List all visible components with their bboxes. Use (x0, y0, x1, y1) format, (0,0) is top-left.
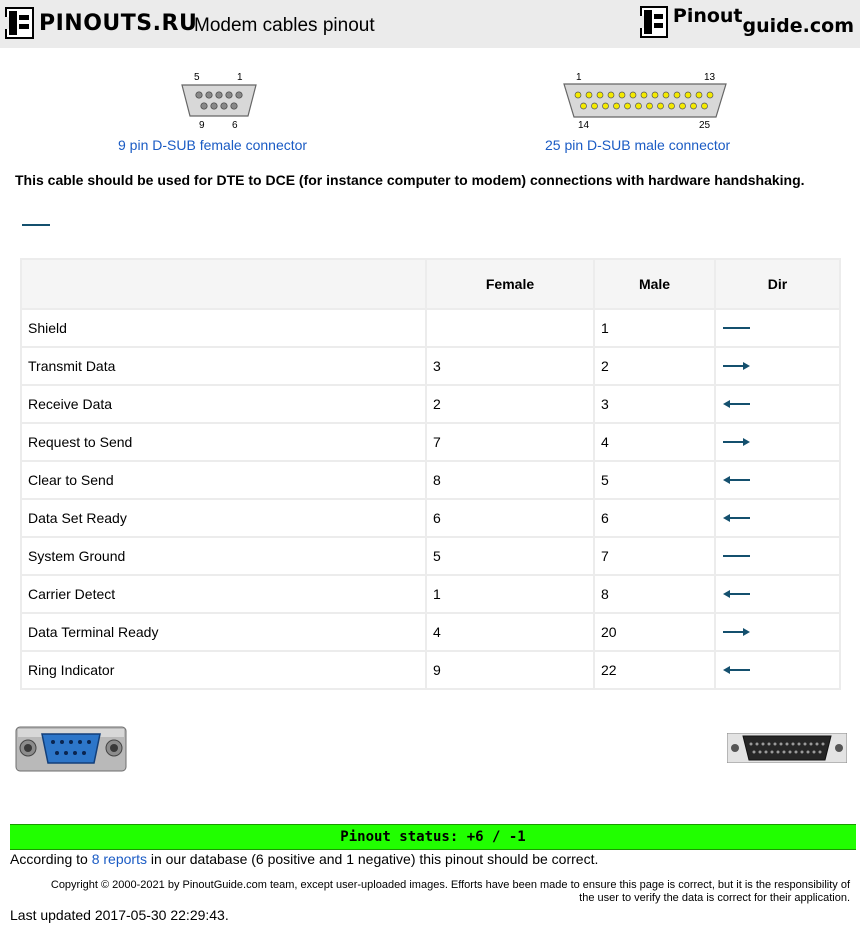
direction-cell (715, 651, 840, 689)
db25-male-photo[interactable] (727, 733, 847, 763)
pin-label: 1 (576, 72, 582, 83)
header-female: Female (426, 259, 594, 309)
female-pin-cell: 4 (426, 613, 594, 651)
male-pin-cell: 2 (594, 347, 715, 385)
female-pin-cell: 6 (426, 499, 594, 537)
pin-label: 1 (237, 72, 243, 83)
male-pin-cell: 8 (594, 575, 715, 613)
signal-name-cell: Ring Indicator (21, 651, 426, 689)
pinoutguide-logo[interactable] (640, 6, 854, 38)
direction-cell (715, 613, 840, 651)
direction-cell (715, 575, 840, 613)
page-title: Modem cables pinout (194, 15, 375, 36)
last-updated: Last updated 2017-05-30 22:29:43. (10, 907, 229, 923)
db25-male-diagram[interactable] (562, 68, 728, 132)
female-pin-cell: 7 (426, 423, 594, 461)
signal-name-cell: Shield (21, 309, 426, 347)
connector-logo-icon (640, 6, 668, 38)
arrow-right-icon (722, 437, 752, 447)
line-icon (722, 323, 752, 333)
pin-label: 14 (578, 120, 590, 131)
table-row (21, 537, 840, 575)
direction-cell (715, 537, 840, 575)
female-pin-cell: 1 (426, 575, 594, 613)
site-name: PINOUTS.RU (39, 10, 198, 36)
db9-female-photo[interactable] (15, 726, 127, 772)
arrow-left-icon (722, 399, 752, 409)
arrow-left-icon (722, 475, 752, 485)
reports-link[interactable]: 8 reports (91, 851, 147, 867)
signal-name-cell: Data Terminal Ready (21, 613, 426, 651)
pinout-status-bar: Pinout status: +6 / -1 (10, 824, 856, 850)
direction-cell (715, 461, 840, 499)
table-row (21, 461, 840, 499)
signal-line-legend (22, 224, 50, 226)
arrow-left-icon (722, 513, 752, 523)
status-text-pre: According to (10, 851, 92, 867)
male-pin-cell: 20 (594, 613, 715, 651)
db9-female-diagram[interactable] (180, 68, 258, 132)
arrow-right-icon (722, 361, 752, 371)
arrow-left-icon (722, 665, 752, 675)
table-row (21, 499, 840, 537)
header-dir: Dir (715, 259, 840, 309)
direction-cell (715, 423, 840, 461)
pin-label: 13 (704, 72, 716, 83)
direction-cell (715, 385, 840, 423)
male-pin-cell: 7 (594, 537, 715, 575)
signal-name-cell: Carrier Detect (21, 575, 426, 613)
pinout-table (20, 258, 841, 690)
arrow-left-icon (722, 589, 752, 599)
signal-name-cell: Clear to Send (21, 461, 426, 499)
db9-female-link[interactable]: 9 pin D-SUB female connector (118, 137, 308, 153)
male-pin-cell: 3 (594, 385, 715, 423)
female-pin-cell: 2 (426, 385, 594, 423)
pinouts-ru-logo[interactable] (5, 7, 197, 39)
table-row (21, 651, 840, 689)
table-row (21, 423, 840, 461)
male-pin-cell: 1 (594, 309, 715, 347)
signal-name-cell: Receive Data (21, 385, 426, 423)
connector-logo-icon (5, 7, 34, 39)
copyright-notice: Copyright © 2000-2021 by PinoutGuide.com team, except user-uploaded images. Efforts have been made to ensure this page is correct, but it is the responsibility of the user to verify the data is correct for their application. (50, 879, 850, 904)
site-header (0, 0, 860, 48)
status-text-post: in our database (6 positive and 1 negative) this pinout should be correct. (146, 851, 599, 867)
female-pin-cell (426, 309, 594, 347)
table-row (21, 309, 840, 347)
arrow-right-icon (722, 627, 752, 637)
male-pin-cell: 4 (594, 423, 715, 461)
pin-label: 6 (232, 120, 238, 131)
signal-name-cell: Request to Send (21, 423, 426, 461)
signal-name-cell: Data Set Ready (21, 499, 426, 537)
cable-description: This cable should be used for DTE to DCE (for instance computer to modem) connections with hardware handshaking. (15, 172, 805, 188)
male-pin-cell: 5 (594, 461, 715, 499)
male-pin-cell: 22 (594, 651, 715, 689)
table-row (21, 385, 840, 423)
db25-male-link[interactable]: 25 pin D-SUB male connector (545, 137, 731, 153)
pin-label: 25 (699, 120, 711, 131)
table-row (21, 347, 840, 385)
status-report-text (10, 851, 598, 867)
female-pin-cell: 3 (426, 347, 594, 385)
direction-cell (715, 499, 840, 537)
signal-name-cell: Transmit Data (21, 347, 426, 385)
female-pin-cell: 5 (426, 537, 594, 575)
male-pin-cell: 6 (594, 499, 715, 537)
female-pin-cell: 9 (426, 651, 594, 689)
logo-text-guide: guide.com (742, 15, 854, 37)
header-signal (21, 259, 426, 309)
table-row (21, 575, 840, 613)
female-pin-cell: 8 (426, 461, 594, 499)
signal-name-cell: System Ground (21, 537, 426, 575)
direction-cell (715, 309, 840, 347)
line-icon (722, 551, 752, 561)
pin-label: 9 (199, 120, 205, 131)
pin-label: 5 (194, 72, 200, 83)
header-male: Male (594, 259, 715, 309)
logo-text-pinout: Pinout (672, 5, 743, 27)
table-header-row (21, 259, 840, 309)
direction-cell (715, 347, 840, 385)
table-row (21, 613, 840, 651)
